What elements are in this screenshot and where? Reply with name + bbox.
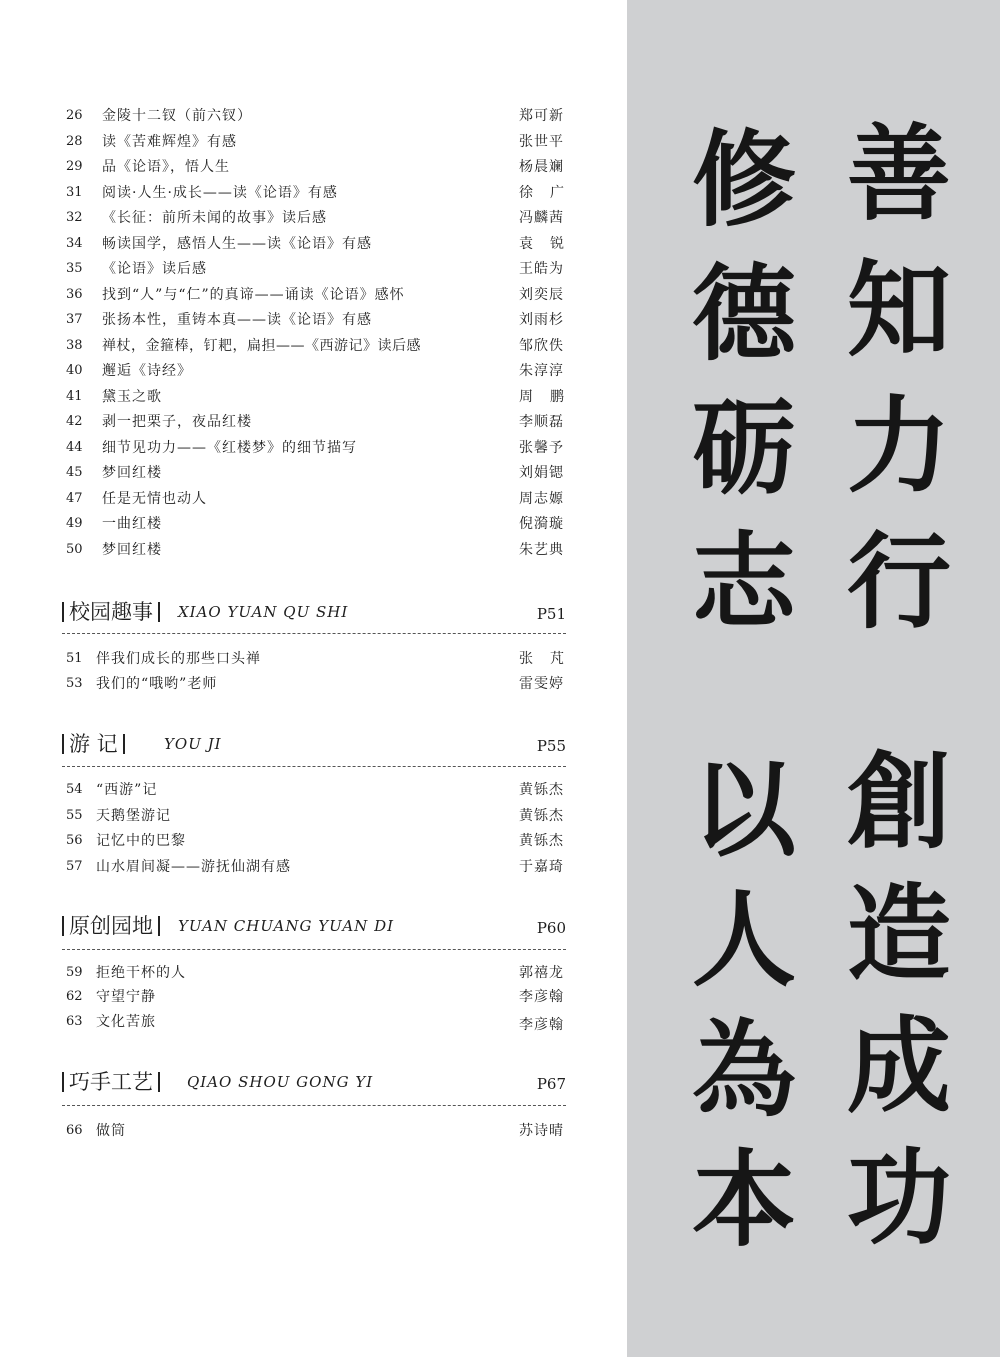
entry-title: 记忆中的巴黎 [96, 833, 186, 849]
dashed-divider [62, 633, 566, 634]
entry-author: 郑可新 [519, 108, 564, 124]
entry-title: 读《苦难辉煌》有感 [102, 133, 237, 150]
entry-title: 品《论语》，悟人生 [102, 159, 230, 175]
toc-entry[interactable] [66, 672, 566, 696]
calligraphy-char: 善 [846, 112, 951, 235]
entry-title: 细节见功力——《红楼梦》的细节描写 [102, 439, 357, 456]
page-number: 45 [66, 465, 83, 480]
calligraphy-panel [627, 0, 1000, 1357]
toc-entry[interactable] [66, 410, 566, 434]
page-number: 57 [66, 858, 83, 874]
entry-title: 任是无情也动人 [102, 490, 207, 507]
entry-title: 黛玉之歌 [102, 388, 162, 405]
entry-title: 邂逅《诗经》 [102, 363, 192, 379]
toc-entry[interactable] [66, 804, 566, 828]
toc-entry[interactable] [66, 130, 566, 154]
entry-author: 李彦翰 [519, 1017, 564, 1033]
divider [123, 734, 125, 754]
entry-title: 梦回红楼 [102, 465, 162, 481]
divider [158, 602, 160, 622]
divider [62, 1072, 64, 1092]
toc-entry[interactable] [66, 778, 566, 802]
calligraphy-char: 創 [846, 740, 951, 863]
dashed-divider [62, 949, 566, 950]
section-title: 游 记 [62, 728, 130, 760]
calligraphy-char: 志 [691, 520, 796, 643]
calligraphy-char: 德 [691, 252, 796, 375]
toc-entry[interactable] [66, 985, 566, 1009]
toc-entry[interactable] [66, 257, 566, 281]
entry-author: 张世平 [519, 133, 564, 150]
entry-title: 天鹅堡游记 [96, 807, 171, 824]
toc-entry[interactable] [66, 1119, 566, 1143]
section-header[interactable] [62, 728, 566, 760]
entry-title: 做筒 [96, 1123, 126, 1139]
entry-author: 黄铄杰 [519, 782, 564, 798]
calligraphy-char: 知 [846, 248, 951, 371]
page-number: 35 [66, 261, 83, 276]
toc-entry[interactable] [66, 647, 581, 671]
entry-title: 禅杖，金箍棒，钉耙，扁担——《西游记》读后感 [102, 337, 421, 354]
divider [158, 1072, 160, 1092]
entry-title: 我们的“哦哟”老师 [96, 676, 218, 692]
entry-author: 冯麟茜 [519, 210, 564, 226]
toc-entry[interactable] [66, 961, 566, 985]
page-number: 56 [66, 833, 83, 848]
calligraphy-char: 造 [846, 872, 951, 995]
divider [62, 916, 64, 936]
calligraphy-char: 修 [691, 118, 796, 241]
section-page: P60 [536, 919, 566, 937]
calligraphy-char: 力 [846, 384, 951, 507]
entry-title: 拒绝干杯的人 [96, 965, 186, 981]
calligraphy-char: 成 [846, 1004, 951, 1127]
entry-author: 周志嫄 [519, 490, 564, 507]
page-number: 29 [66, 159, 83, 174]
entry-author: 刘雨杉 [519, 312, 564, 328]
toc-entry[interactable] [66, 283, 566, 307]
calligraphy-char: 砺 [691, 386, 796, 509]
entry-author: 黄铄杰 [519, 833, 564, 849]
page-number: 36 [66, 286, 83, 302]
entry-author: 李顺磊 [519, 414, 564, 430]
entry-title: 畅读国学，感悟人生——读《论语》有感 [102, 235, 372, 252]
section-pinyin: XIAO YUAN QU SHI [178, 603, 349, 621]
toc-entry[interactable] [66, 359, 566, 383]
page-number: 59 [66, 965, 83, 980]
toc-entry[interactable] [66, 155, 566, 179]
section-title: 校园趣事 [62, 596, 165, 628]
divider [158, 916, 160, 936]
calligraphy-char: 為 [691, 1008, 796, 1131]
page-number: 41 [66, 388, 83, 404]
entry-title: 找到“人”与“仁”的真谛——诵读《论语》感怀 [102, 286, 405, 303]
entry-author: 张馨予 [519, 439, 564, 456]
section-pinyin: YUAN CHUANG YUAN DI [178, 917, 395, 935]
page-number: 63 [66, 1014, 83, 1029]
page-number: 38 [66, 337, 83, 353]
page-number: 51 [66, 651, 83, 666]
entry-author: 邹欣佚 [519, 337, 564, 354]
toc-entry[interactable] [66, 181, 581, 205]
entry-author: 刘奕辰 [519, 286, 564, 303]
toc-entry[interactable] [66, 855, 566, 879]
entry-author: 张芃 [519, 651, 581, 667]
entry-author: 朱艺典 [519, 541, 564, 558]
page-number: 26 [66, 108, 83, 123]
divider [62, 734, 64, 754]
calligraphy-char: 行 [846, 520, 951, 643]
page-number: 53 [66, 676, 83, 691]
toc-entry[interactable] [66, 1010, 566, 1034]
toc-entry[interactable] [66, 232, 581, 256]
entry-author: 倪漪璇 [519, 516, 564, 532]
entry-author: 雷雯婷 [519, 676, 564, 692]
entry-author: 周鹏 [519, 388, 581, 405]
toc-entry[interactable] [66, 308, 566, 332]
page-number: 49 [66, 516, 83, 531]
entry-title: 梦回红楼 [102, 541, 162, 558]
entry-author: 于嘉琦 [519, 858, 564, 875]
page-number: 28 [66, 133, 83, 149]
section-header[interactable] [62, 910, 566, 942]
dashed-divider [62, 1105, 566, 1106]
entry-title: 剥一把栗子，夜品红楼 [102, 414, 252, 430]
section-page: P55 [536, 737, 566, 755]
toc-entry[interactable] [66, 436, 566, 460]
entry-author: 苏诗晴 [519, 1123, 564, 1139]
entry-title: 伴我们成长的那些口头禅 [96, 651, 261, 667]
entry-title: 文化苦旅 [96, 1014, 156, 1030]
divider [62, 602, 64, 622]
entry-author: 王皓为 [519, 261, 564, 277]
toc-entry[interactable] [66, 206, 566, 230]
entry-author: 朱淳淳 [519, 363, 564, 379]
entry-author: 郭禧龙 [519, 965, 564, 981]
toc-entry[interactable] [66, 334, 566, 358]
section-title: 巧手工艺 [62, 1066, 165, 1098]
entry-title: 山水眉间凝——游抚仙湖有感 [96, 858, 291, 875]
page-number: 47 [66, 490, 83, 506]
page-number: 34 [66, 235, 83, 251]
dashed-divider [62, 766, 566, 767]
section-header[interactable] [62, 596, 566, 628]
entry-title: 金陵十二钗（前六钗） [102, 108, 252, 124]
entry-title: 阅读·人生·成长——读《论语》有感 [102, 184, 338, 201]
toc-entry[interactable] [66, 487, 566, 511]
toc-entry[interactable] [66, 104, 566, 128]
section-pinyin: QIAO SHOU GONG YI [187, 1073, 374, 1091]
toc-entry[interactable] [66, 538, 566, 562]
section-header[interactable] [62, 1066, 566, 1098]
entry-title: 《论语》读后感 [102, 261, 207, 277]
toc-entry[interactable] [66, 385, 581, 409]
page-number: 54 [66, 782, 83, 797]
entry-author: 黄铄杰 [519, 807, 564, 824]
entry-title: 《长征：前所未闻的故事》读后感 [102, 210, 327, 226]
toc-entry[interactable] [66, 512, 566, 536]
entry-title: “西游”记 [96, 782, 158, 798]
section-title: 原创园地 [62, 910, 165, 942]
page-number: 40 [66, 363, 83, 378]
calligraphy-char: 人 [691, 878, 796, 1001]
page-number: 66 [66, 1123, 83, 1138]
page-number: 50 [66, 541, 83, 557]
page-number: 42 [66, 414, 83, 429]
section-page: P51 [536, 605, 566, 623]
page-number: 32 [66, 210, 83, 225]
page-number: 55 [66, 807, 83, 823]
entry-author: 徐广 [519, 184, 581, 201]
entry-title: 张扬本性，重铸本真——读《论语》有感 [102, 312, 372, 328]
calligraphy-char: 本 [691, 1138, 796, 1261]
section-pinyin: YOU JI [164, 735, 222, 753]
toc-entry[interactable] [66, 829, 566, 853]
entry-author: 刘娟锶 [519, 465, 564, 481]
entry-author: 杨晨斓 [519, 159, 564, 175]
calligraphy-char: 功 [846, 1136, 951, 1259]
calligraphy-char: 以 [691, 748, 796, 871]
page-number: 37 [66, 312, 83, 327]
section-page: P67 [536, 1075, 566, 1093]
page-number: 44 [66, 439, 83, 455]
page-number: 31 [66, 184, 83, 200]
entry-title: 守望宁静 [96, 989, 156, 1005]
entry-author: 李彦翰 [519, 989, 564, 1005]
entry-author: 袁锐 [519, 235, 581, 252]
entry-title: 一曲红楼 [102, 516, 162, 532]
toc-entry[interactable] [66, 461, 566, 485]
page-number: 62 [66, 989, 83, 1004]
